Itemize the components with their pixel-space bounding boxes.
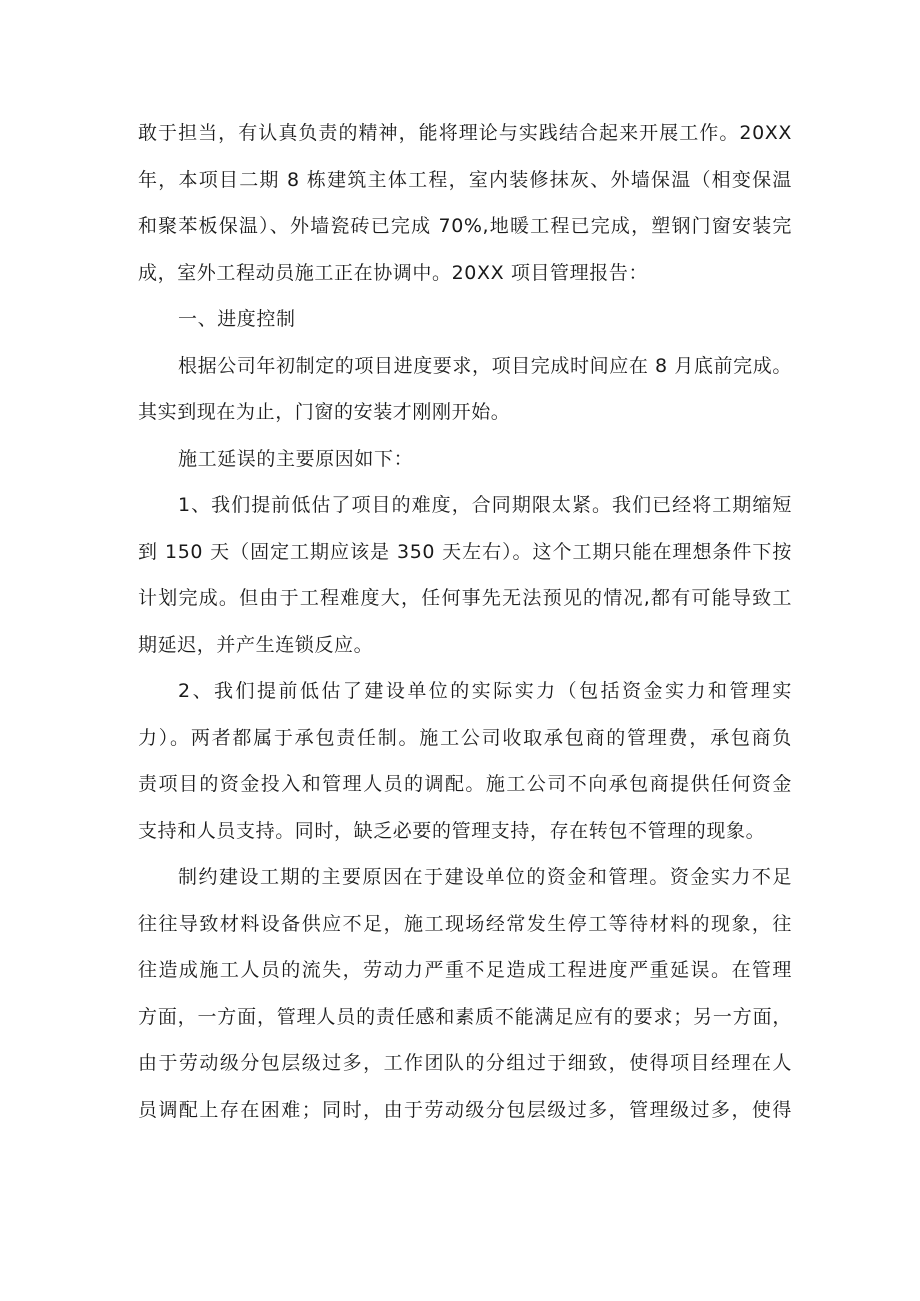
text-line: 支持和人员支持。同时，缺乏必要的管理支持，存在转包不管理的现象。 [138, 819, 766, 842]
document-body [138, 114, 792, 1137]
text-line: 往造成施工人员的流失，劳动力严重不足造成工程进度严重延误。在管理 [138, 959, 792, 981]
text-line: 敢于担当，有认真负责的精神，能将理论与实践结合起来开展工作。20XX [138, 122, 792, 144]
text-line: 往往导致材料设备供应不足，施工现场经常发生停工等待材料的现象，往 [138, 912, 792, 935]
text-line: 计划完成。但由于工程难度大，任何事先无法预见的情况,都有可能导致工 [138, 587, 792, 609]
text-line: 由于劳动级分包层级过多，工作团队的分组过于细致，使得项目经理在人 [138, 1052, 792, 1074]
text-line: 年，本项目二期 8 栋建筑主体工程，室内装修抹灰、外墙保温（相变保温 [138, 168, 792, 191]
text-line: 方面，一方面，管理人员的责任感和素质不能满足应有的要求；另一方面， [138, 1005, 792, 1028]
text-line: 1、我们提前低估了项目的难度，合同期限太紧。我们已经将工期缩短 [178, 494, 792, 516]
text-line: 制约建设工期的主要原因在于建设单位的资金和管理。资金实力不足 [178, 866, 792, 888]
text-line: 和聚苯板保温）、外墙瓷砖已完成 70%,地暖工程已完成，塑钢门窗安装完 [138, 215, 792, 237]
text-line: 施工延误的主要原因如下： [178, 447, 414, 470]
section-heading: 一、进度控制 [178, 308, 296, 330]
text-line: 期延迟，并产生连锁反应。 [138, 633, 374, 656]
text-line: 到 150 天（固定工期应该是 350 天左右）。这个工期只能在理想条件下按 [138, 540, 792, 563]
text-line: 2、我们提前低估了建设单位的实际实力（包括资金实力和管理实 [178, 680, 792, 702]
text-line: 员调配上存在困难；同时，由于劳动级分包层级过多，管理级过多，使得 [138, 1098, 792, 1121]
text-line: 力）。两者都属于承包责任制。施工公司收取承包商的管理费，承包商负 [138, 726, 792, 749]
text-line: 责项目的资金投入和管理人员的调配。施工公司不向承包商提供任何资金 [138, 773, 792, 795]
text-line: 其实到现在为止，门窗的安装才刚刚开始。 [138, 401, 511, 423]
text-line: 根据公司年初制定的项目进度要求，项目完成时间应在 8 月底前完成。 [178, 354, 792, 377]
text-line: 成，室外工程动员施工正在协调中。20XX 项目管理报告： [138, 261, 649, 284]
